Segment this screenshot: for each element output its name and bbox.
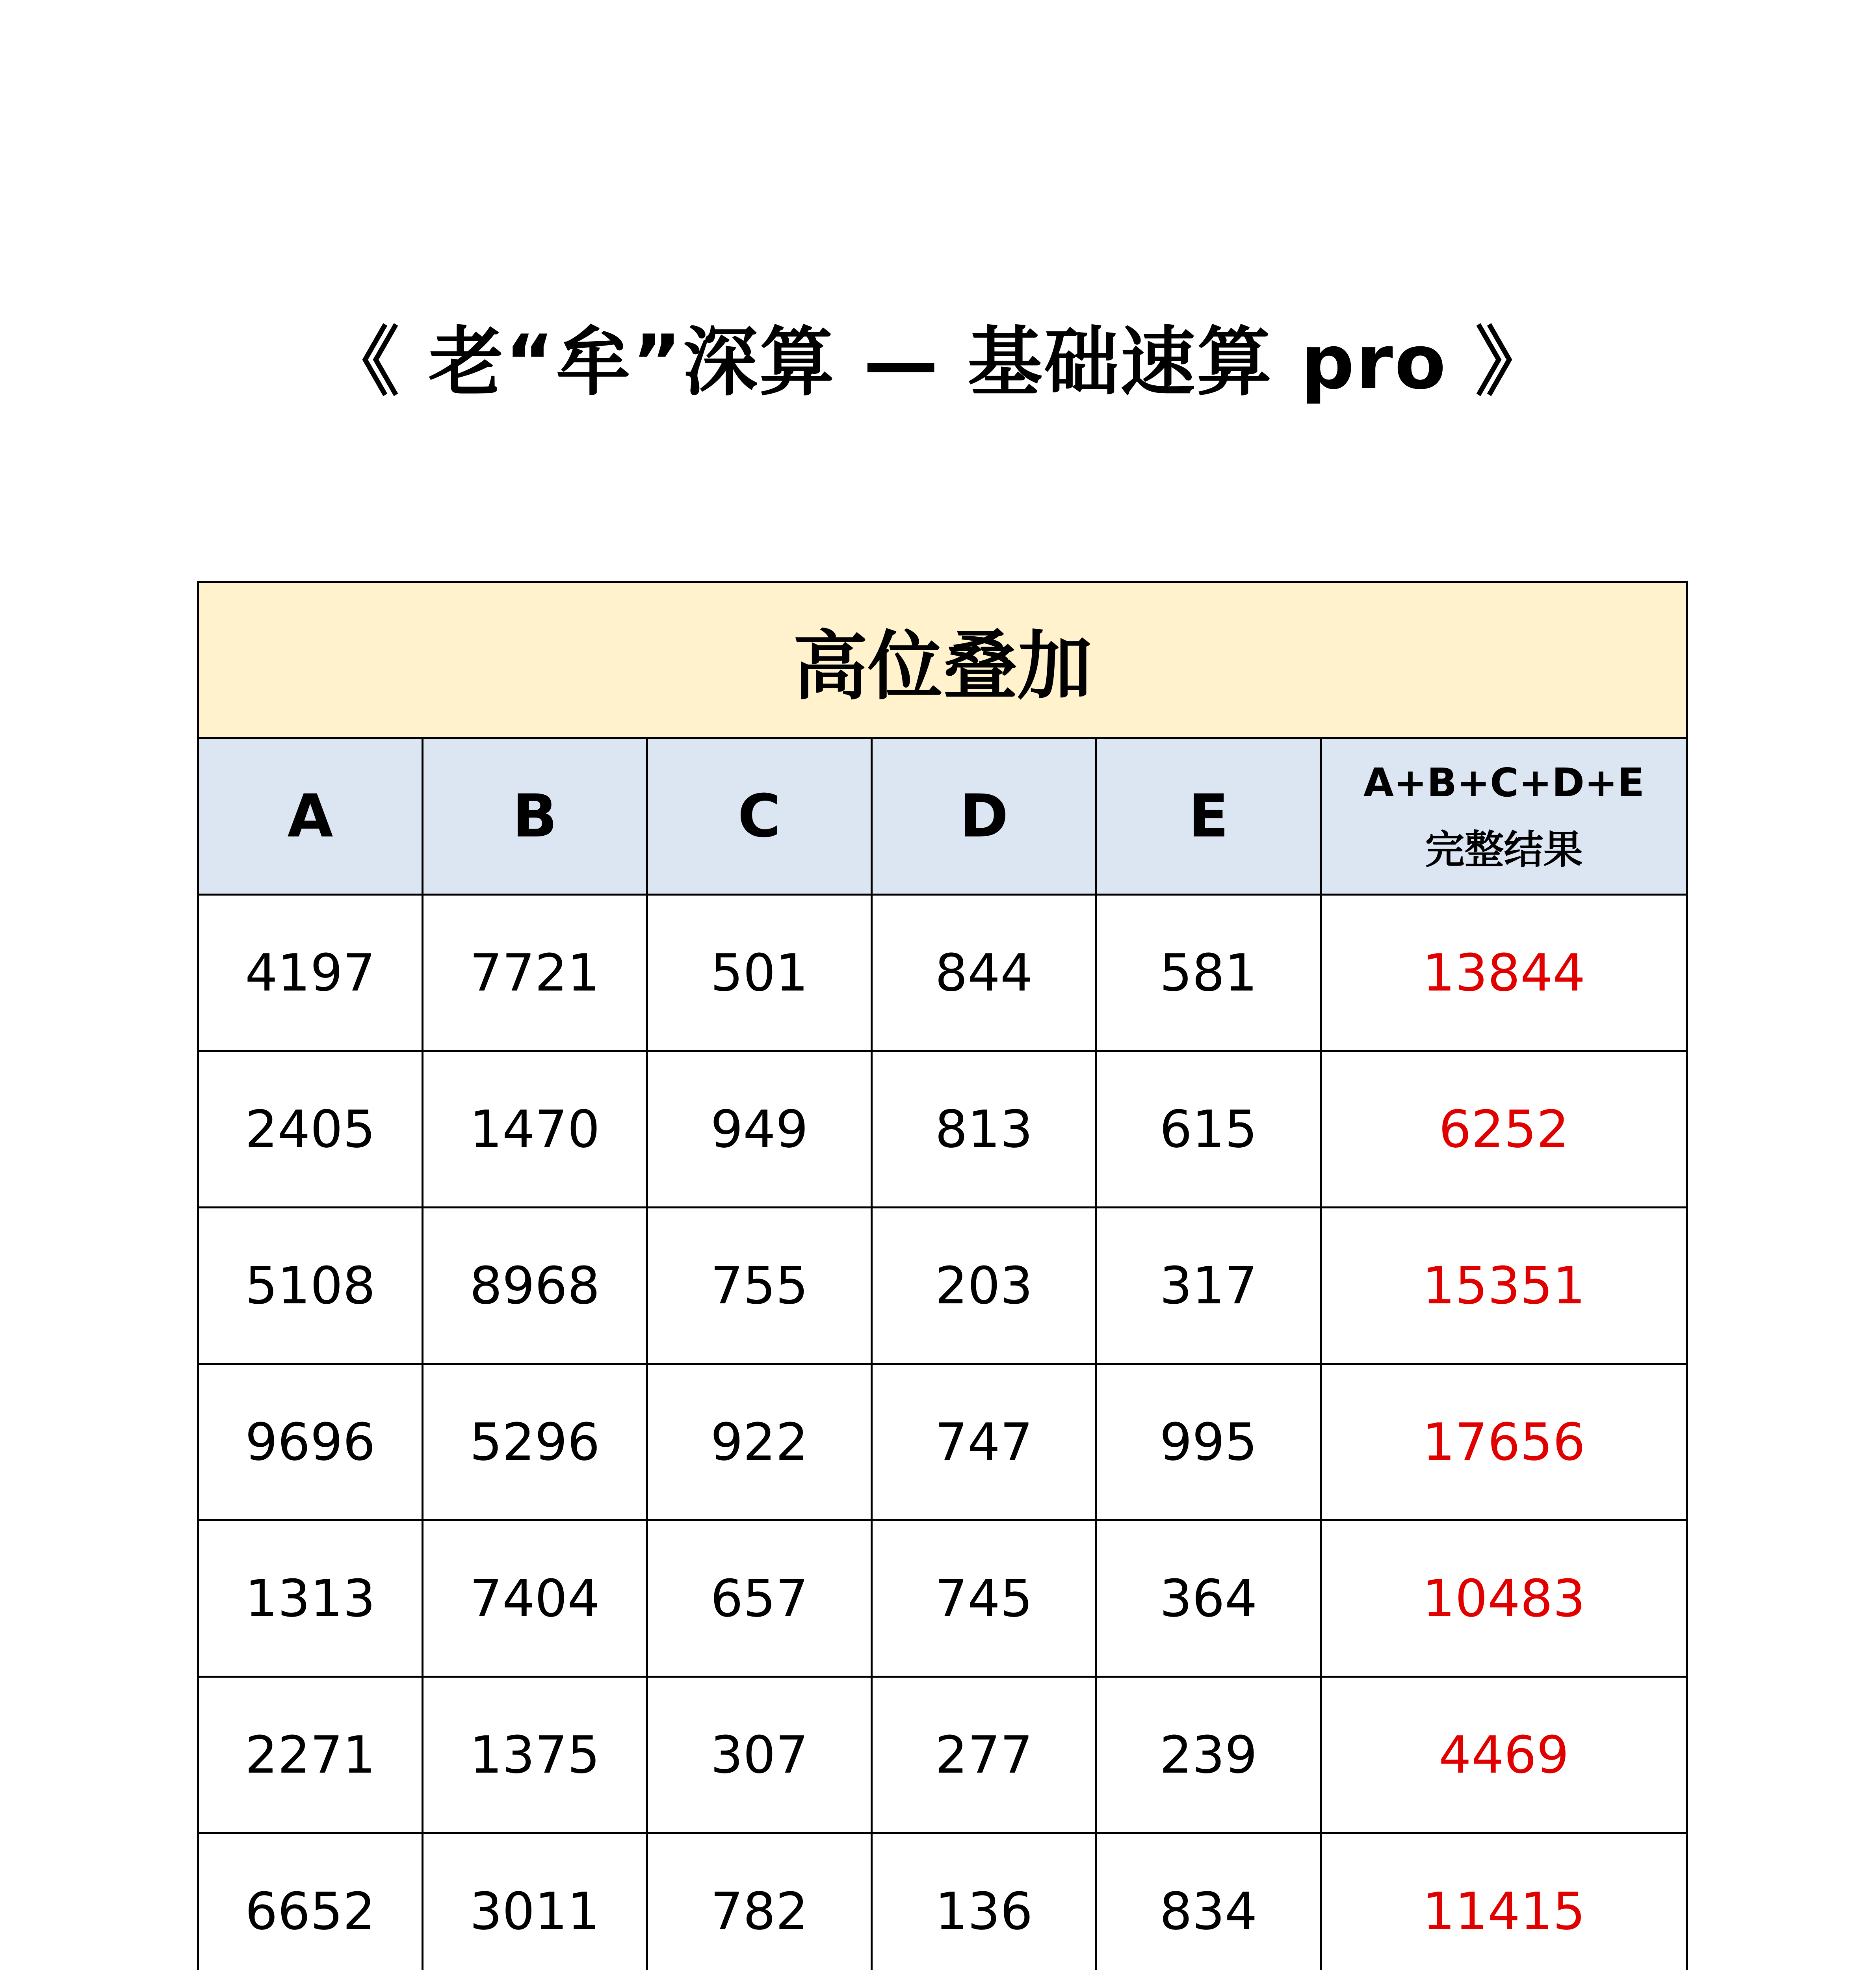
cell-c: 949 [647, 1051, 872, 1208]
cell-result: 13844 [1321, 895, 1687, 1051]
table-row [198, 1208, 1687, 1364]
cell-b: 1470 [423, 1051, 647, 1208]
cell-a: 5108 [198, 1208, 423, 1364]
cell-d: 844 [872, 895, 1096, 1051]
cell-result: 17656 [1321, 1364, 1687, 1520]
cell-d: 136 [872, 1833, 1096, 1970]
cell-b: 5296 [423, 1364, 647, 1520]
page-title: 《 老“牟”深算 — 基础速算 pro 》 [324, 319, 1552, 406]
cell-e: 317 [1096, 1208, 1321, 1364]
cell-result: 4469 [1321, 1677, 1687, 1833]
cell-e: 834 [1096, 1833, 1321, 1970]
cell-a: 2405 [198, 1051, 423, 1208]
cell-a: 2271 [198, 1677, 423, 1833]
table-row [198, 1051, 1687, 1208]
cell-result: 15351 [1321, 1208, 1687, 1364]
cell-b: 7721 [423, 895, 647, 1051]
cell-a: 4197 [198, 895, 423, 1051]
cell-b: 3011 [423, 1833, 647, 1970]
cell-a: 1313 [198, 1520, 423, 1677]
cell-d: 747 [872, 1364, 1096, 1520]
cell-result: 10483 [1321, 1520, 1687, 1677]
result-header-formula: A+B+C+D+E [1363, 760, 1645, 806]
cell-e: 581 [1096, 895, 1321, 1051]
cell-e: 995 [1096, 1364, 1321, 1520]
column-header-a: A [198, 738, 423, 895]
header-row [198, 738, 1687, 895]
cell-c: 782 [647, 1833, 872, 1970]
caption-row [198, 582, 1687, 738]
column-header-result [1321, 738, 1687, 895]
cell-b: 8968 [423, 1208, 647, 1364]
column-header-e: E [1096, 738, 1321, 895]
column-header-b: B [423, 738, 647, 895]
cell-b: 1375 [423, 1677, 647, 1833]
cell-d: 813 [872, 1051, 1096, 1208]
table-caption: 高位叠加 [198, 582, 1687, 738]
cell-d: 277 [872, 1677, 1096, 1833]
worksheet-table [197, 581, 1688, 1970]
cell-c: 755 [647, 1208, 872, 1364]
cell-result: 6252 [1321, 1051, 1687, 1208]
table-row [198, 1520, 1687, 1677]
cell-a: 6652 [198, 1833, 423, 1970]
table-row [198, 1364, 1687, 1520]
cell-c: 307 [647, 1677, 872, 1833]
cell-d: 203 [872, 1208, 1096, 1364]
column-header-c: C [647, 738, 872, 895]
column-header-d: D [872, 738, 1096, 895]
cell-a: 9696 [198, 1364, 423, 1520]
cell-d: 745 [872, 1520, 1096, 1677]
table-row [198, 1833, 1687, 1970]
cell-e: 615 [1096, 1051, 1321, 1208]
cell-e: 239 [1096, 1677, 1321, 1833]
table-row [198, 1677, 1687, 1833]
result-header-label: 完整结果 [1425, 827, 1583, 873]
cell-result: 11415 [1321, 1833, 1687, 1970]
cell-c: 922 [647, 1364, 872, 1520]
table-row [198, 895, 1687, 1051]
cell-c: 501 [647, 895, 872, 1051]
cell-e: 364 [1096, 1520, 1321, 1677]
cell-c: 657 [647, 1520, 872, 1677]
cell-b: 7404 [423, 1520, 647, 1677]
